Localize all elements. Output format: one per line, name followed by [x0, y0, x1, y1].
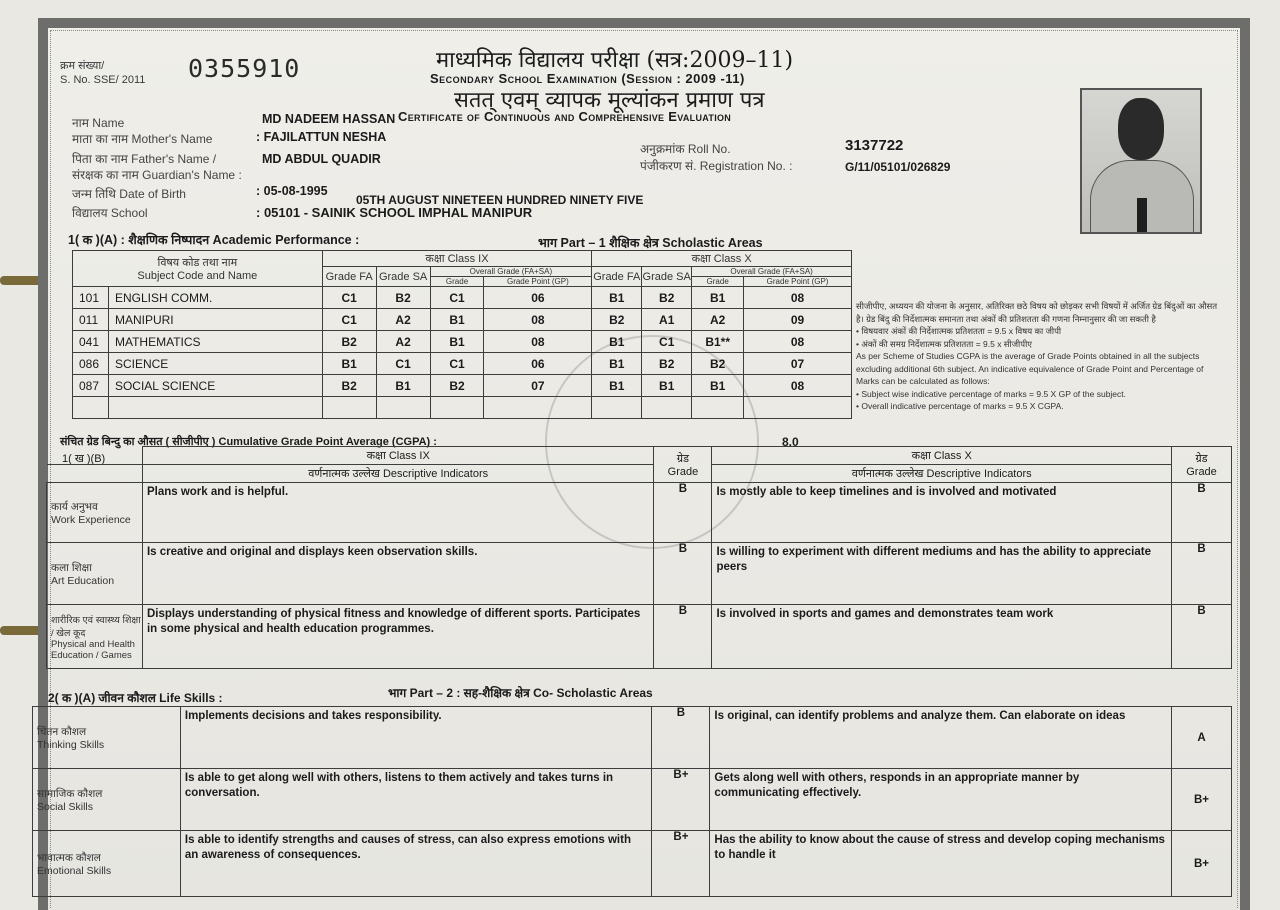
class-x-grade: B+ [1172, 831, 1232, 897]
c9-grade: C1 [430, 287, 484, 309]
cgpa-note-hi-bullet: • विषयवार अंकों की निर्देशात्मक प्रतिशतता = 9.5 x विषय का जीपी [856, 326, 1062, 336]
student-photo [1080, 88, 1202, 234]
skill-label-hi: भावात्मक कौशल [37, 851, 101, 864]
student-name: MD NADEEM HASSAN [262, 112, 396, 126]
c9-fa: B2 [322, 375, 376, 397]
grade-header-en: Grade [1186, 466, 1217, 478]
serial-label-hi: क्रम संख्या/ [60, 60, 105, 72]
class-x-header: कक्षा Class X [592, 251, 852, 267]
dob-words: 05TH AUGUST NINETEEN HUNDRED NINETY FIVE [356, 193, 644, 207]
c10-grade: B2 [692, 353, 744, 375]
c9-gp: 08 [484, 309, 592, 331]
photo-head [1118, 98, 1164, 160]
cgpa-note [856, 300, 1224, 413]
subject-name: ENGLISH COMM. [108, 287, 322, 309]
c10-fa: B1 [592, 287, 642, 309]
grade-sa-header: Grade SA [376, 267, 430, 287]
c10-fa: B1 [592, 353, 642, 375]
cgpa-note-en-bullet: • Subject wise indicative percentage of marks = 9.5 X GP of the subject. [856, 388, 1127, 399]
c9-grade: B1 [430, 331, 484, 353]
grade-point-header: Grade Point (GP) [744, 277, 852, 287]
certificate-title: Certificate of Continuous and Comprehensive Evaluation [398, 109, 732, 124]
c10-sa: C1 [642, 331, 692, 353]
area-label [47, 483, 143, 543]
subject-name: SOCIAL SCIENCE [108, 375, 322, 397]
cgpa-value: 8.0 [782, 435, 799, 449]
class-x-descriptor: Is involved in sports and games and demonstrates team work [712, 605, 1172, 669]
subject-header-hi: विषय कोड तथा नाम [157, 257, 238, 269]
scholastic-areas-heading: भाग Part – 1 शैक्षिक क्षेत्र Scholastic Areas [538, 236, 763, 250]
dob-value: : 05-08-1995 [256, 184, 328, 198]
area-label [47, 605, 143, 669]
scholastic-grades-table [72, 250, 852, 419]
grade-header [1172, 447, 1232, 483]
skill-label [33, 769, 181, 831]
subject-name: SCIENCE [108, 353, 322, 375]
c10-gp: 09 [744, 309, 852, 331]
life-skills-heading: 2( क )(A) जीवन कौशल Life Skills : [48, 691, 223, 705]
c10-sa: A1 [642, 309, 692, 331]
subject-column-header [73, 251, 323, 287]
c10-grade: A2 [692, 309, 744, 331]
c9-sa: A2 [376, 309, 430, 331]
class-ix-header: कक्षा Class IX [142, 447, 654, 465]
class-ix-grade: B [654, 483, 712, 543]
c10-grade: B1** [692, 331, 744, 353]
c10-grade: B1 [692, 287, 744, 309]
father-label: पिता का नाम Father's Name / [72, 152, 217, 166]
subject-header-en: Subject Code and Name [137, 270, 258, 282]
c10-gp: 08 [744, 287, 852, 309]
c10-fa: B2 [592, 309, 642, 331]
c9-sa: B2 [376, 287, 430, 309]
roll-number: 3137722 [845, 137, 904, 154]
skill-label [33, 831, 181, 897]
mother-label: माता का नाम Mother's Name [72, 132, 213, 146]
subject-code: 041 [73, 331, 109, 353]
subject-row [73, 309, 852, 331]
c9-sa: C1 [376, 353, 430, 375]
c9-gp: 06 [484, 353, 592, 375]
subject-code: 087 [73, 375, 109, 397]
class-ix-grade: B [654, 543, 712, 605]
indicator-row [47, 605, 1232, 669]
life-skill-row [33, 707, 1232, 769]
c10-gp: 08 [744, 375, 852, 397]
indicator-row [47, 543, 1232, 605]
subject-name: MATHEMATICS [108, 331, 322, 353]
grade-fa-header: Grade FA [592, 267, 642, 287]
area-label-en: Physical and Health Education / Games [51, 638, 135, 661]
class-x-grade: B [1172, 483, 1232, 543]
roll-label: अनुक्रमांक Roll No. [640, 142, 731, 156]
c9-grade: C1 [430, 353, 484, 375]
skill-label-en: Thinking Skills [37, 738, 105, 751]
guardian-label: संरक्षक का नाम Guardian's Name : [72, 168, 242, 182]
c9-fa: C1 [322, 287, 376, 309]
c9-gp: 06 [484, 287, 592, 309]
area-label-en: Work Experience [51, 513, 131, 526]
class-x-header: कक्षा Class X [712, 447, 1172, 465]
skill-label [33, 707, 181, 769]
class-ix-header: कक्षा Class IX [322, 251, 592, 267]
class-ix-descriptor: Plans work and is helpful. [142, 483, 654, 543]
descriptive-header: वर्णनात्मक उल्लेख Descriptive Indicators [142, 465, 654, 483]
area-label-hi: शारीरिक एवं स्वास्थ्य शिक्षा / खेल कूद [51, 614, 141, 639]
subject-row [73, 375, 852, 397]
c10-fa: B1 [592, 331, 642, 353]
grade-header-hi: ग्रेड [676, 453, 689, 465]
c9-fa: B1 [322, 353, 376, 375]
grade-header [654, 447, 712, 483]
overall-grade-header: Overall Grade (FA+SA) [692, 267, 852, 277]
subtitle-hindi: सतत् एवम् व्यापक मूल्यांकन प्रमाण पत्र [454, 88, 765, 113]
area-label-hi: कला शिक्षा [51, 561, 92, 574]
c10-sa: B2 [642, 287, 692, 309]
skill-label-hi: चिंतन कौशल [37, 725, 87, 738]
c10-gp: 08 [744, 331, 852, 353]
c9-fa: B2 [322, 331, 376, 353]
c9-gp: 08 [484, 331, 592, 353]
section-1b-label: 1( ख )(B) [62, 453, 106, 465]
area-label-hi: कार्य अनुभव [51, 500, 98, 513]
overall-grade-header: Overall Grade (FA+SA) [430, 267, 592, 277]
class-x-descriptor: Is willing to experiment with different mediums and has the ability to appreciate peers [712, 543, 1172, 605]
class-ix-grade: B [652, 707, 710, 769]
class-ix-descriptor: Implements decisions and takes responsibility. [180, 707, 652, 769]
cgpa-note-en: As per Scheme of Studies CGPA is the average of Grade Points obtained in all the subjects excluding additional 6th subject. An indicative equivalence of Grade Point and Percentage of Marks can be calculated as follows: [856, 351, 1204, 386]
class-x-descriptor: Is original, can identify problems and analyze them. Can elaborate on ideas [710, 707, 1172, 769]
exam-title: Secondary School Examination (Session : 2009 -11) [430, 71, 745, 86]
class-x-descriptor: Has the ability to know about the cause of stress and develop coping mechanisms to handle it [710, 831, 1172, 897]
life-skills-table [32, 706, 1232, 897]
class-x-grade: B [1172, 543, 1232, 605]
class-ix-grade: B+ [652, 831, 710, 897]
subject-row [73, 331, 852, 353]
indicator-row [47, 483, 1232, 543]
class-x-grade: A [1172, 707, 1232, 769]
c10-sa: B2 [642, 353, 692, 375]
c10-gp: 07 [744, 353, 852, 375]
registration-number: G/11/05101/026829 [845, 160, 951, 174]
school-label: विद्यालय School [72, 206, 148, 220]
class-x-grade: B+ [1172, 769, 1232, 831]
subject-code: 101 [73, 287, 109, 309]
mother-name: : FAJILATTUN NESHA [256, 130, 387, 144]
grade-header: Grade [430, 277, 484, 287]
subject-row [73, 353, 852, 375]
life-skill-row [33, 769, 1232, 831]
grade-fa-header: Grade FA [322, 267, 376, 287]
cgpa-note-hi-bullet: • अंकों की समग्र निर्देशात्मक प्रतिशतता = 9.5 x सीजीपीए [856, 338, 1032, 349]
grade-header-hi: ग्रेड [1195, 453, 1208, 465]
c9-fa: C1 [322, 309, 376, 331]
class-ix-grade: B+ [652, 769, 710, 831]
c10-grade: B1 [692, 375, 744, 397]
father-name: MD ABDUL QUADIR [262, 152, 381, 166]
cgpa-note-en-bullet: • Overall indicative percentage of marks = 9.5 X CGPA. [856, 401, 1064, 411]
name-label: नाम Name [72, 116, 125, 130]
school-name: : 05101 - SAINIK SCHOOL IMPHAL MANIPUR [256, 205, 533, 220]
photo-tie [1137, 198, 1147, 232]
c10-fa: B1 [592, 375, 642, 397]
subject-row [73, 287, 852, 309]
class-ix-descriptor: Is able to identify strengths and causes of stress, can also express emotions with an awareness of consequences. [180, 831, 652, 897]
descriptive-header: वर्णनात्मक उल्लेख Descriptive Indicators [712, 465, 1172, 483]
subject-code: 011 [73, 309, 109, 331]
c9-grade: B1 [430, 309, 484, 331]
class-x-descriptor: Gets along well with others, responds in an appropriate manner by communicating effectively. [710, 769, 1172, 831]
cgpa-note-hi: सीजीपीए, अध्ययन की योजना के अनुसार, अतिरिक्त छठे विषय को छोड़कर सभी विषयों में अर्जित ग्रेड बिंदुओं का औसत है। ग्रेड बिंदु की निर्देशात्मक समानता तथा अंकों की प्रतिशतता की गणना निम्नानुसार की जा सकती है [856, 301, 1218, 324]
subject-code: 086 [73, 353, 109, 375]
area-label-en: Art Education [51, 574, 115, 587]
class-x-grade: B [1172, 605, 1232, 669]
serial-label: S. No. SSE/ 2011 [60, 74, 146, 86]
area-label [47, 543, 143, 605]
c9-sa: A2 [376, 331, 430, 353]
title-hindi: माध्यमिक विद्यालय परीक्षा (सत्र:2009–11) [436, 48, 794, 73]
c10-sa: B1 [642, 375, 692, 397]
class-ix-descriptor: Displays understanding of physical fitness and knowledge of different sports. Participates in some physical and health education programmes. [142, 605, 654, 669]
cgpa-label: संचित ग्रेड बिन्दु का औसत ( सीजीपीए ) Cumulative Grade Point Average (CGPA) : [60, 436, 437, 448]
grade-header: Grade [692, 277, 744, 287]
class-ix-grade: B [654, 605, 712, 669]
class-ix-descriptor: Is able to get along well with others, listens to them actively and takes turns in conversation. [180, 769, 652, 831]
c9-grade: B2 [430, 375, 484, 397]
subject-name: MANIPURI [108, 309, 322, 331]
grade-sa-header: Grade SA [642, 267, 692, 287]
skill-label-hi: सामाजिक कौशल [37, 787, 103, 800]
academic-performance-heading: 1( क )(A) : शैक्षणिक निष्पादन Academic Performance : [68, 233, 360, 247]
co-scholastic-heading: भाग Part – 2 : सह-शैक्षिक क्षेत्र Co- Scholastic Areas [388, 686, 653, 700]
serial-number: 0355910 [188, 54, 301, 83]
registration-label: पंजीकरण सं. Registration No. : [640, 159, 793, 173]
table-filler-row [73, 397, 852, 419]
descriptive-indicators-table [46, 446, 1232, 669]
c9-sa: B1 [376, 375, 430, 397]
grade-header-en: Grade [667, 466, 699, 478]
class-ix-descriptor: Is creative and original and displays keen observation skills. [142, 543, 654, 605]
skill-label-en: Emotional Skills [37, 864, 112, 877]
c9-gp: 07 [484, 375, 592, 397]
dob-label: जन्म तिथि Date of Birth [72, 187, 186, 201]
life-skill-row [33, 831, 1232, 897]
class-x-descriptor: Is mostly able to keep timelines and is involved and motivated [712, 483, 1172, 543]
grade-point-header: Grade Point (GP) [484, 277, 592, 287]
skill-label-en: Social Skills [37, 800, 94, 813]
